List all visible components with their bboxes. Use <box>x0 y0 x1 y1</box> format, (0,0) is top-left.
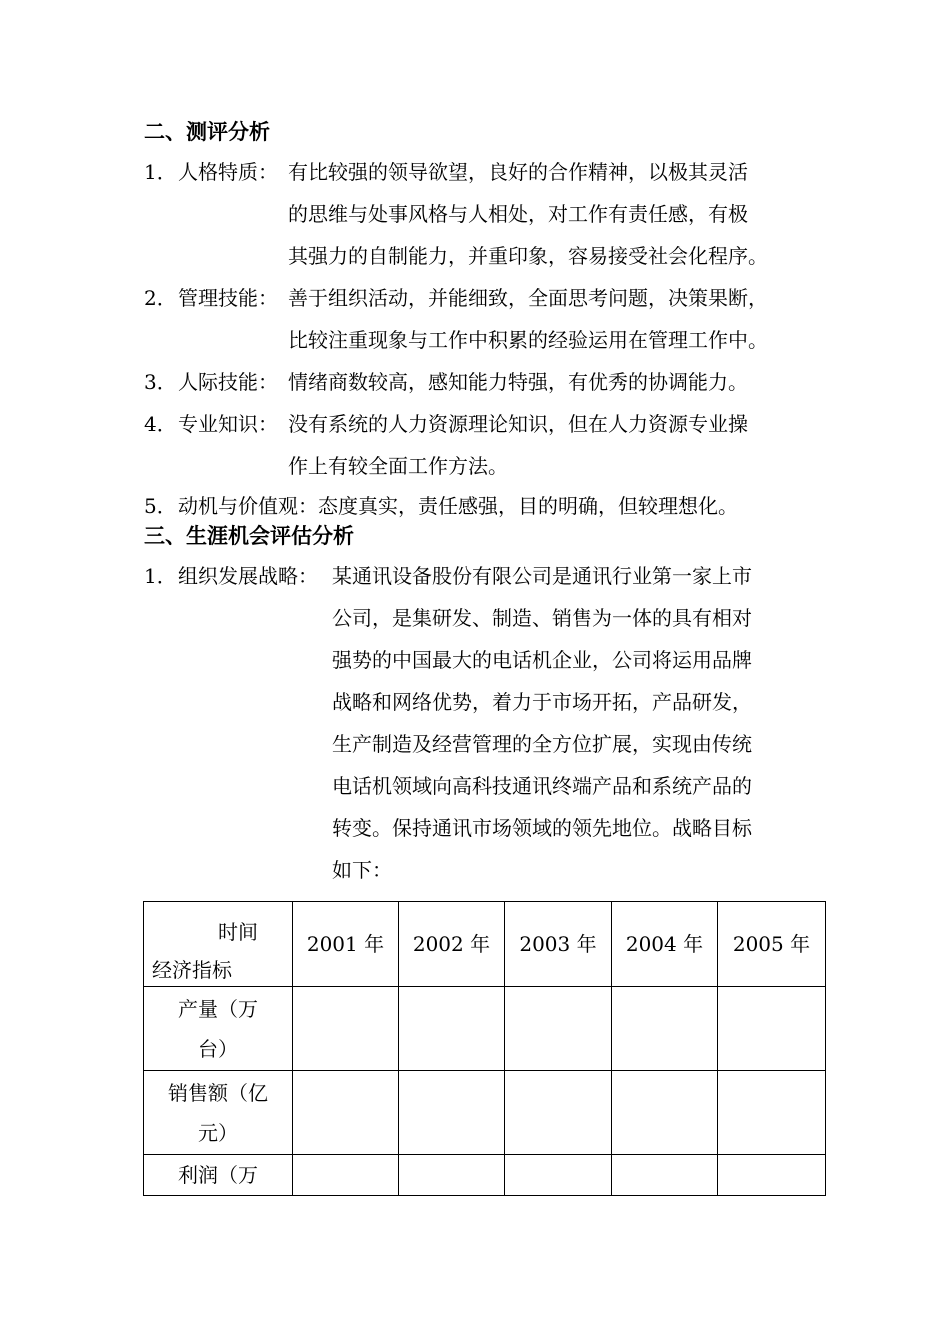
year-header: 2003 年 <box>505 902 612 987</box>
table-cell <box>293 987 399 1071</box>
item-text-line: 作上有较全面工作方法。 <box>288 454 508 478</box>
section-heading-3: 三、生涯机会评估分析 <box>144 524 354 548</box>
table-row <box>144 1155 826 1196</box>
item-text-line: 有比较强的领导欲望，良好的合作精神，以极其灵活 <box>288 160 748 184</box>
item-text-line: 没有系统的人力资源理论知识，但在人力资源专业操 <box>288 412 748 436</box>
row-label-line: 台） <box>198 1036 238 1061</box>
item-number: 2． <box>144 286 177 310</box>
row-label-line: 销售额（亿 <box>168 1080 268 1105</box>
table-cell <box>505 1071 612 1155</box>
year-header: 2005 年 <box>718 902 826 987</box>
table-cell <box>505 1155 612 1196</box>
table-cell <box>612 1071 718 1155</box>
item-text-line: 生产制造及经营管理的全方位扩展，实现由传统 <box>332 732 752 756</box>
strategy-target-table <box>143 901 826 1196</box>
table-row <box>144 987 826 1071</box>
item-text-line: 强势的中国最大的电话机企业，公司将运用品牌 <box>332 648 752 672</box>
table-cell <box>399 987 505 1071</box>
row-label-line: 利润（万 <box>178 1163 258 1187</box>
section-heading-2: 二、测评分析 <box>144 120 270 144</box>
row-label-line: 产量（万 <box>178 996 258 1021</box>
item-number: 3． <box>144 370 177 394</box>
item-text-line: 善于组织活动，并能细致，全面思考问题，决策果断， <box>288 286 768 310</box>
item-text-line: 情绪商数较高，感知能力特强，有优秀的协调能力。 <box>288 370 748 394</box>
table-header-row <box>144 902 826 987</box>
item-text-line: 某通讯设备股份有限公司是通讯行业第一家上市 <box>332 564 752 588</box>
year-header: 2002 年 <box>399 902 505 987</box>
row-label-cell <box>144 1155 293 1196</box>
table-cell <box>718 1155 826 1196</box>
item-text-line: 如下： <box>332 858 392 882</box>
item-text-line: 公司，是集研发、制造、销售为一体的具有相对 <box>332 606 752 630</box>
item-label: 人际技能： <box>178 370 278 394</box>
item-label: 专业知识： <box>178 412 278 436</box>
item-number: 1． <box>144 564 177 588</box>
table-corner-cell <box>144 902 293 987</box>
table-cell <box>399 1071 505 1155</box>
item-text-line: 战略和网络优势，着力于市场开拓，产品研发， <box>332 690 752 714</box>
table-cell <box>293 1071 399 1155</box>
year-header: 2001 年 <box>293 902 399 987</box>
year-header: 2004 年 <box>612 902 718 987</box>
corner-time-label: 时间 <box>218 920 258 944</box>
item-number: 4． <box>144 412 177 436</box>
item-label: 动机与价值观： <box>178 494 318 518</box>
table-cell <box>612 1155 718 1196</box>
table-cell <box>293 1155 399 1196</box>
item-number: 5． <box>144 494 177 518</box>
item-text-line: 的思维与处事风格与人相处，对工作有责任感，有极 <box>288 202 748 226</box>
row-label-cell <box>144 1071 293 1155</box>
table-row <box>144 1071 826 1155</box>
item-text-line: 电话机领域向高科技通讯终端产品和系统产品的 <box>332 774 752 798</box>
row-label-cell <box>144 987 293 1071</box>
item-text-line: 转变。保持通讯市场领域的领先地位。战略目标 <box>332 816 752 840</box>
row-label-line: 元） <box>198 1120 238 1145</box>
item-text-line: 其强力的自制能力，并重印象，容易接受社会化程序。 <box>288 244 768 268</box>
item-text-line: 态度真实，责任感强，目的明确，但较理想化。 <box>318 494 738 518</box>
table-cell <box>612 987 718 1071</box>
table-cell <box>399 1155 505 1196</box>
item-label: 人格特质： <box>178 160 278 184</box>
table-cell <box>505 987 612 1071</box>
table-cell <box>718 1071 826 1155</box>
item-number: 1． <box>144 160 177 184</box>
item-text-line: 比较注重现象与工作中积累的经验运用在管理工作中。 <box>288 328 768 352</box>
item-label: 管理技能： <box>178 286 278 310</box>
item-label: 组织发展战略： <box>178 564 318 588</box>
table-cell <box>718 987 826 1071</box>
corner-indicator-label: 经济指标 <box>152 958 232 982</box>
